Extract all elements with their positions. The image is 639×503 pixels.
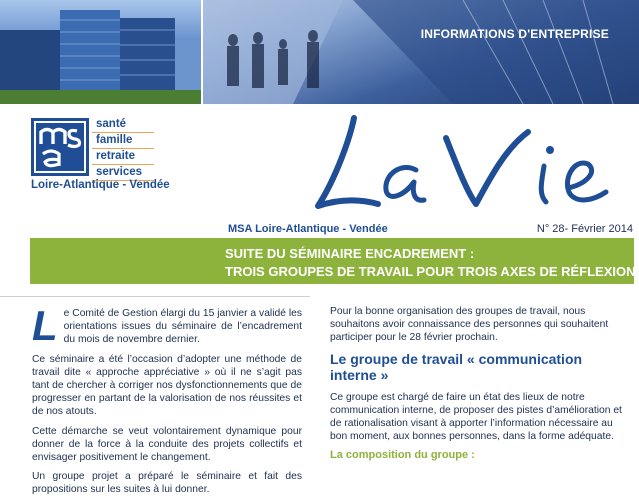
- logo-tagline: [92, 117, 154, 181]
- header-photo-office: [203, 0, 639, 104]
- section-subheading: La composition du groupe :: [330, 449, 475, 462]
- drop-cap: L: [32, 302, 58, 349]
- paragraph: Cette démarche se veut volontairement dynamique pour donner de la force à la conduite des projets collectifs et envisager positivement le changement.: [32, 425, 302, 464]
- horizontal-rule: [0, 296, 310, 297]
- section-label: INFORMATIONS D'ENTREPRISE: [420, 27, 609, 41]
- headline-line-2: TROIS GROUPES DE TRAVAIL POUR TROIS AXES DE RÉFLEXION: [225, 264, 636, 279]
- paragraph: Ce séminaire a été l’occasion d’adopter une méthode de travail dite « approche appréciative » où il ne s’agit pas tant de chercher à corriger nos dysfonctionnements que de progresser en partant de la valorisation de nos réussites et de nos atouts.: [32, 353, 302, 418]
- logo-word: services: [92, 165, 154, 181]
- right-column: [330, 305, 630, 463]
- logo-region: Loire-Atlantique - Vendée: [31, 179, 170, 191]
- masthead-title: [306, 108, 636, 218]
- paragraph-text: e Comité de Gestion élargi du 15 janvier a validé les orientations issues du séminaire de l’encadrement du mois de novembre dernier.: [63, 308, 302, 346]
- issue-number: N° 28- Février 2014: [536, 223, 633, 235]
- section-heading: Le groupe de travail « communication interne »: [330, 350, 583, 383]
- paragraph: Un groupe projet a préparé le séminaire et fait des propositions sur les suites à lui donner.: [32, 471, 302, 496]
- logo-word: famille: [92, 133, 154, 149]
- paragraph: Ce groupe est chargé de faire un état des lieux de notre communication interne, de proposer des pistes d’amélioration et de rationalisation visant à apporter l’information nécessaire au bon moment, aux bonnes personnes, dans la forme adéquate.: [330, 391, 622, 443]
- logo-word: retraite: [92, 149, 154, 165]
- vertical-divider: [201, 0, 203, 232]
- left-column: [32, 302, 302, 503]
- msa-logo: [31, 118, 89, 176]
- publisher-name: MSA Loire-Atlantique - Vendée: [228, 223, 388, 235]
- masthead-title-text: [306, 108, 307, 109]
- logo-word: santé: [92, 117, 154, 133]
- header-photo-building: [0, 0, 201, 104]
- headline-banner: [30, 238, 634, 284]
- paragraph: Pour la bonne organisation des groupes de travail, nous souhaitons avoir connaissance des personnes qui souhaitent participer pour le 28 février prochain.: [330, 306, 609, 344]
- intro-paragraph: [32, 302, 302, 349]
- headline-line-1: SUITE DU SÉMINAIRE ENCADREMENT :: [225, 246, 475, 261]
